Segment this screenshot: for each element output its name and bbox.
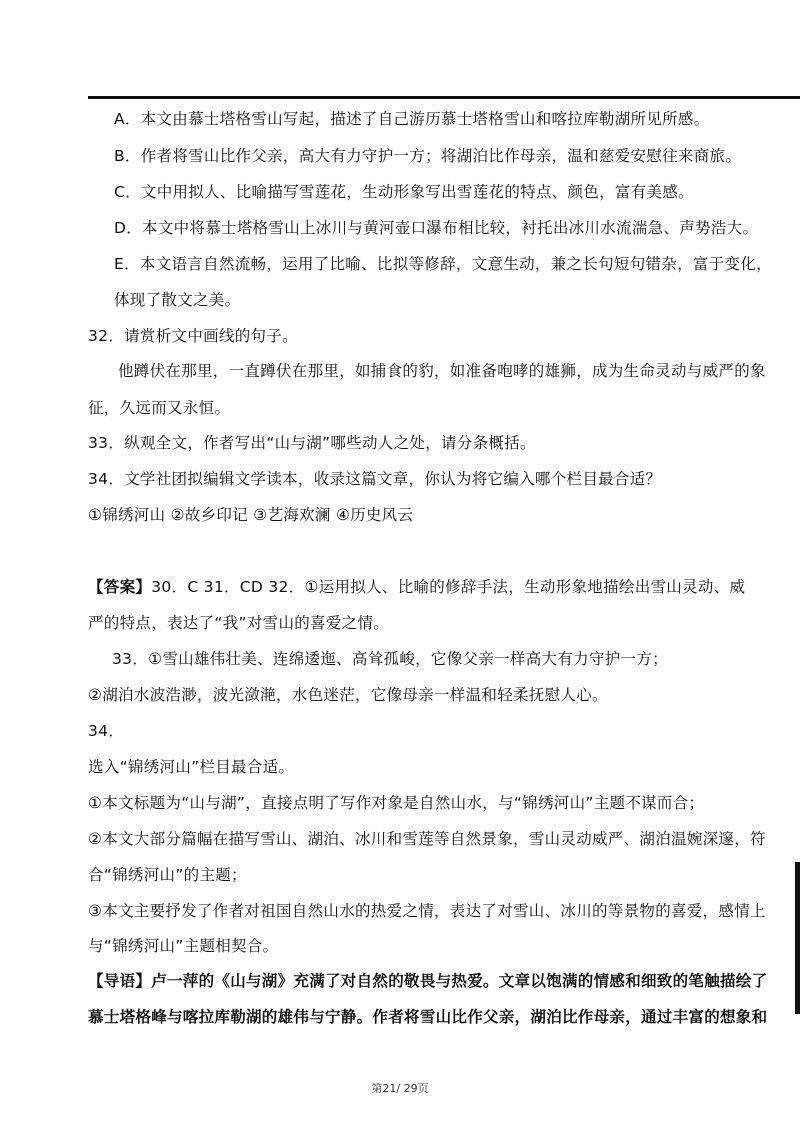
page-number: 第21/ 29页: [371, 1082, 429, 1095]
answer-line1: [88, 576, 745, 598]
answer-q34-line4: 合“锦绣河山”的主题；: [88, 866, 247, 884]
guide-label: 【导语】: [88, 972, 152, 990]
option-b: B．作者将雪山比作父亲，高大有力守护一方；将湖泊比作母亲，温和慈爱安慰往来商旅。: [114, 147, 742, 165]
top-rule: [88, 96, 800, 99]
answer-q34-line3: ②本文大部分篇幅在描写雪山、湖泊、冰川和雪莲等自然景象，雪山灵动威严、湖泊温婉深邃，符: [88, 830, 766, 848]
answer-q34-number: 34．: [88, 722, 125, 740]
question-33: 33．纵观全文，作者写出“山与湖”哪些动人之处，请分条概括。: [88, 434, 536, 452]
guide-line2: 慕士塔格峰与喀拉库勒湖的雄伟与宁静。作者将雪山比作父亲，湖泊比作母亲，通过丰富的想象和: [88, 1008, 768, 1026]
guide-line1-text: 卢一萍的《山与湖》充满了对自然的敬畏与热爱。文章以饱满的情感和细致的笔触描绘了: [151, 972, 768, 990]
answer-line1-text: 30．C 31．CD 32．①运用拟人、比喻的修辞手法，生动形象地描绘出雪山灵动、威: [151, 578, 746, 596]
option-c: C．文中用拟人、比喻描写雪莲花，生动形象写出雪莲花的特点、颜色，富有美感。: [114, 183, 694, 201]
answer-line2: 严的特点，表达了“我”对雪山的喜爱之情。: [88, 614, 390, 632]
answer-q34-line5: ③本文主要抒发了作者对祖国自然山水的热爱之情，表达了对雪山、冰川的等景物的喜爱，感情上: [88, 902, 766, 920]
question-32: 32．请赏析文中画线的句子。: [88, 327, 298, 345]
page-edge-mark: [795, 862, 800, 1014]
answer-label: 【答案】: [88, 578, 152, 596]
option-d: D．本文中将慕士塔格雪山上冰川与黄河壶口瀑布相比较，衬托出冰川水流湍急、声势浩大。: [114, 219, 759, 237]
answer-q34-line1: 选入“锦绣河山”栏目最合适。: [88, 758, 295, 776]
answer-q33-line2: ②湖泊水波浩渺，波光潋滟，水色迷茫，它像母亲一样温和轻柔抚慰人心。: [88, 686, 608, 704]
answer-q33-line1: 33．①雪山雄伟壮美、连绵逶迤、高耸孤峻，它像父亲一样高大有力守护一方；: [112, 650, 668, 668]
option-e-line1: E．本文语言自然流畅，运用了比喻、比拟等修辞，文意生动，兼之长句短句错杂，富于变化，: [114, 255, 772, 273]
question-32-quote-line2: 征，久远而又永恒。: [88, 399, 231, 417]
question-34: 34．文学社团拟编辑文学读本，收录这篇文章，你认为将它编入哪个栏目最合适？: [88, 470, 662, 488]
guide-line1: [88, 970, 767, 992]
option-a: A．本文由慕士塔格雪山写起，描述了自己游历慕士塔格雪山和喀拉库勒湖所见所感。: [114, 110, 710, 128]
option-e-line2: 体现了散文之美。: [114, 291, 241, 309]
answer-q34-line6: 与“锦绣河山”主题相契合。: [88, 937, 279, 955]
answer-q34-line2: ①本文标题为“山与湖”，直接点明了写作对象是自然山水，与“锦绣河山”主题不谋而合；: [88, 794, 705, 812]
question-32-quote-line1: 他蹲伏在那里，一直蹲伏在那里，如捕食的豹，如准备咆哮的雄狮，成为生命灵动与威严的象: [118, 362, 766, 380]
question-34-choices: ①锦绣河山 ②故乡印记 ③艺海欢澜 ④历史风云: [88, 506, 414, 524]
